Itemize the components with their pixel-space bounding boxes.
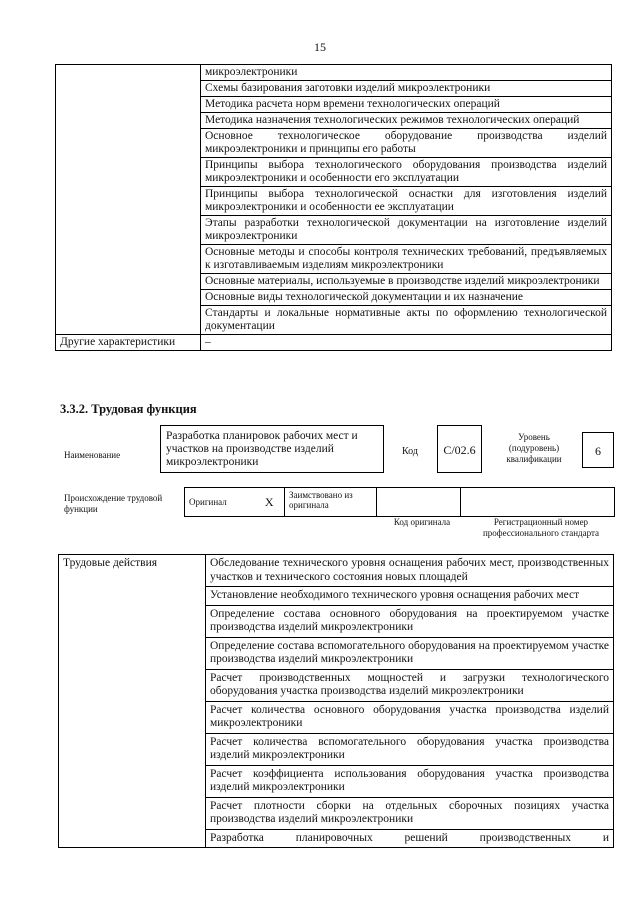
list-item: Основное технологическое оборудование производства изделий микроэлектроники и принципы его работы — [201, 129, 612, 158]
empty-label-cell — [56, 65, 201, 335]
section-heading: 3.3.2. Трудовая функция — [60, 402, 197, 416]
code-label: Код — [402, 446, 418, 457]
list-item: Обследование технического уровня оснащения рабочих мест, производственных участков и технического состояния новых площадей — [206, 555, 614, 587]
list-item: Методика назначения технологических режимов технологических операций — [201, 113, 612, 129]
other-characteristics-value: – — [201, 335, 612, 351]
borrowed-label: Заимствовано из оригинала — [285, 488, 377, 517]
list-item: Основные материалы, используемые в производстве изделий микроэлектроники — [201, 274, 612, 290]
table-row — [185, 488, 615, 517]
code-original-label: Код оригинала — [393, 517, 451, 527]
list-item: Определение состава вспомогательного оборудования на проектируемом участке производства изделий микроэлектроники — [206, 637, 614, 669]
page-number: 15 — [314, 40, 326, 54]
function-code-box: C/02.6 — [437, 425, 482, 473]
list-item: Методика расчета норм времени технологических операций — [201, 97, 612, 113]
list-item: Основные виды технологической документации и их назначение — [201, 290, 612, 306]
labor-actions-label: Трудовые действия — [59, 555, 206, 848]
reg-number-label: Регистрационный номер профессионального стандарта — [482, 517, 600, 538]
list-item: Установление необходимого технического уровня оснащения рабочих мест — [206, 587, 614, 606]
original-label: Оригинал — [185, 488, 255, 517]
code-original-cell — [377, 488, 461, 517]
name-label: Наименование — [64, 450, 121, 460]
level-label: Уровень (подуровень) квалификации — [506, 432, 562, 464]
list-item: Определение состава основного оборудования на проектируемом участке производства изделий микроэлектроники — [206, 605, 614, 637]
list-item: микроэлектроники — [201, 65, 612, 81]
original-mark: X — [255, 488, 285, 517]
list-item: Схемы базирования заготовки изделий микроэлектроники — [201, 81, 612, 97]
list-item: Расчет плотности сборки на отдельных сборочных позициях участка производства изделий микроэлектроники — [206, 797, 614, 829]
reg-number-cell — [461, 488, 615, 517]
list-item: Расчет количества вспомогательного оборудования участка производства изделий микроэлектроники — [206, 733, 614, 765]
list-item: Стандарты и локальные нормативные акты по оформлению технологической документации — [201, 306, 612, 335]
list-item: Принципы выбора технологического оборудования производства изделий микроэлектроники и особенности его эксплуатации — [201, 158, 612, 187]
table-row — [56, 335, 612, 351]
list-item: Этапы разработки технологической документации на изготовление изделий микроэлектроники — [201, 216, 612, 245]
other-characteristics-label: Другие характеристики — [56, 335, 201, 351]
labor-actions-table — [58, 554, 614, 848]
level-value-box: 6 — [582, 432, 614, 468]
list-item: Принципы выбора технологической оснастки для изготовления изделий микроэлектроники и особенности ее эксплуатации — [201, 187, 612, 216]
origin-table — [184, 487, 615, 517]
list-item: Расчет количества основного оборудования участка производства изделий микроэлектроники — [206, 701, 614, 733]
list-item: Основные методы и способы контроля технических требований, предъявляемых к изготавливаемым изделиям микроэлектроники — [201, 245, 612, 274]
origin-label: Происхождение трудовой функции — [64, 493, 163, 514]
table-row — [59, 555, 614, 587]
list-item: Расчет коэффициента использования оборудования участка производства изделий микроэлектроники — [206, 765, 614, 797]
list-item: Расчет производственных мощностей и загрузки технологического оборудования участка производства изделий микроэлектроники — [206, 669, 614, 701]
table-row — [56, 65, 612, 81]
function-name-box: Разработка планировок рабочих мест и участков на производстве изделий микроэлектроники — [160, 425, 384, 473]
list-item: Разработка планировочных решений производственных и — [206, 829, 614, 848]
knowledge-table — [55, 64, 612, 351]
